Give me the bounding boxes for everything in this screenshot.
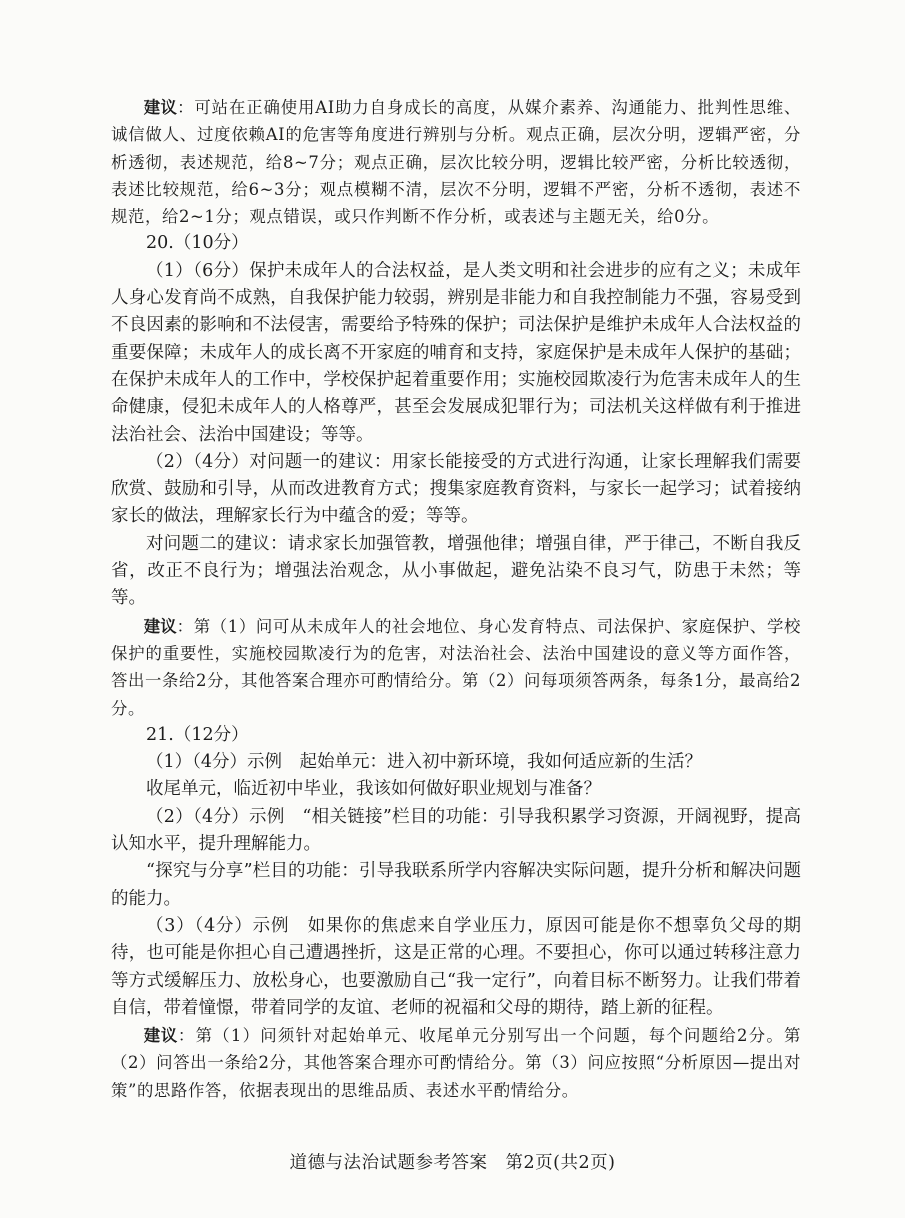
question-21-part-3-answer: （3）（4分）示例 如果你的焦虑来自学业压力，原因可能是你不想辜负父母的期待，也可能是你担心自己遭遇挫折，这是正常的心理。不要担心，你可以通过转移注意力等方式缓解压力、放松身心，也要激励自己“我一定行”，向着目标不断努力。让我们带着自信，带着憧憬，带着同学的友谊、老师的祝福和父母的期待，踏上新的征程。 — [111, 915, 801, 1018]
question-21-part-1-answer: （1）（4分）示例 起始单元：进入初中新环境，我如何适应新的生活？ — [146, 752, 703, 773]
answer-content — [111, 94, 801, 1104]
scoring-note-label: 建议 — [143, 98, 178, 117]
question-21-part-1-example-2: 收尾单元，临近初中毕业，我该如何做好职业规划与准备？ — [146, 779, 601, 800]
question-20-heading: 20.（10分） — [146, 233, 249, 254]
question-21-part-2-answer: （2）（4分）示例 “相关链接”栏目的功能：引导我积累学习资源，开阔视野，提高认知水平，提升理解能力。 — [111, 806, 801, 855]
page-footer: 道德与法治试题参考答案 第2页(共2页) — [289, 1153, 616, 1173]
question-21-heading: 21.（12分） — [146, 724, 249, 745]
scoring-note-21 — [111, 1022, 801, 1104]
scoring-note-20 — [111, 613, 801, 722]
scoring-note-19 — [111, 94, 801, 230]
question-20-part-2-answer: （2）（4分）对问题一的建议：用家长能接受的方式进行沟通，让家长理解我们需要欣赏、鼓励和引导，从而改进教育方式；搜集家庭教育资料，与家长一起学习；试着接纳家长的做法，理解家长行为中蕴含的爱；等等。 — [111, 451, 801, 527]
scoring-note-label: 建议 — [143, 616, 177, 636]
question-21-part-2-example-2: “探究与分享”栏目的功能：引导我联系所学内容解决实际问题，提升分析和解决问题的能力。 — [111, 861, 801, 909]
scoring-note-text: ：可站在正确使用AI助力自身成长的高度，从媒介素养、沟通能力、批判性思维、诚信做人、过度依赖AI的危害等角度进行辨别与分析。观点正确，层次分明，逻辑严密，分析透彻，表述规范，给8~7分；观点正确，层次比较分明，逻辑比较严密，分析比较透彻，表述比较规范，给6~3分；观点模糊不清，层次不分明，逻辑不严密，分析不透彻，表述不规范，给2~1分；观点错误，或只作判断不作分析，或表述与主题无关，给0分。 — [111, 98, 802, 227]
question-20-part-1-answer: （1）（6分）保护未成年人的合法权益，是人类文明和社会进步的应有之义；未成年人身心发育尚不成熟，自我保护能力较弱，辨别是非能力和自我控制能力不强，容易受到不良因素的影响和不法侵害，需要给予特殊的保护；司法保护是维护未成年人合法权益的重要保障；未成年人的成长离不开家庭的哺育和支持，家庭保护是未成年人保护的基础；在保护未成年人的工作中，学校保护起着重要作用；实施校园欺凌行为危害未成年人的生命健康，侵犯未成年人的人格尊严，甚至会发展成犯罪行为；司法机关这样做有利于推进法治社会、法治中国建设；等等。 — [111, 260, 801, 445]
scoring-note-label: 建议 — [143, 1026, 178, 1046]
scoring-note-text: ：第（1）问可从未成年人的社会地位、身心发育特点、司法保护、家庭保护、学校保护的重要性，实施校园欺凌行为的危害，对法治社会、法治中国建设的意义等方面作答，答出一条给2分，其他答案合理亦可酌情给分。第（2）问每项须答两条，每条1分，最高给2分。 — [111, 616, 801, 718]
question-20-part-2-suggestion-2: 对问题二的建议：请求家长加强管教，增强他律；增强自律，严于律己，不断自我反省，改正不良行为；增强法治观念，从小事做起，避免沾染不良习气，防患于未然；等等。 — [111, 533, 801, 609]
scoring-note-text: ：第（1）问须针对起始单元、收尾单元分别写出一个问题，每个问题给2分。第（2）问答出一条给2分，其他答案合理亦可酌情给分。第（3）问应按照“分析原因—提出对策”的思路作答，依据表现出的思维品质、表述水平酌情给分。 — [111, 1026, 801, 1100]
